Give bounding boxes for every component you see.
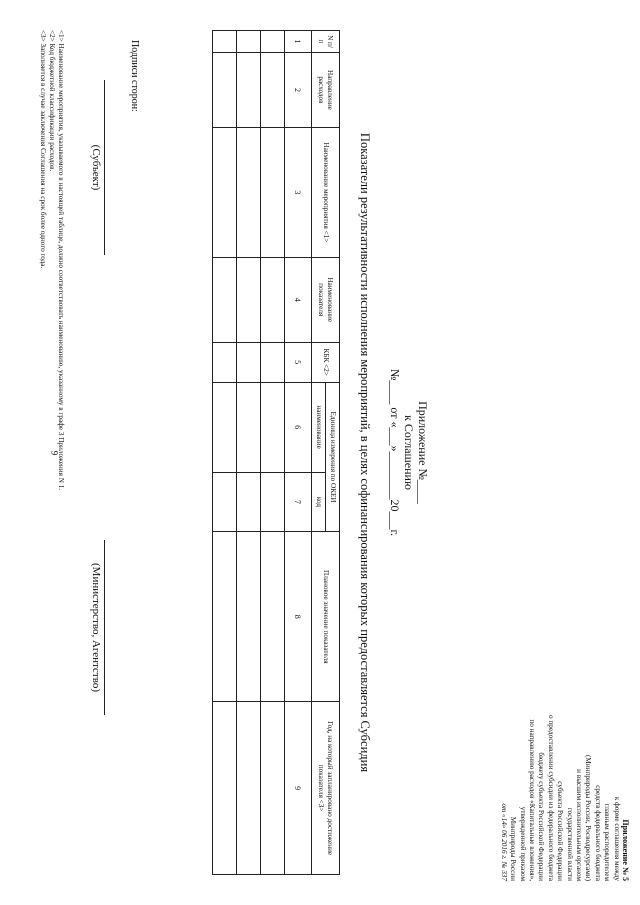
footnote: <2> Код бюджетной классификации расходов.	[47, 30, 56, 172]
table-cell	[213, 472, 237, 532]
table-row	[237, 31, 261, 875]
col-header-n: N п/п	[312, 31, 340, 53]
appendix-5-line: субъекта Российской Федерации	[556, 781, 565, 881]
table-cell	[237, 532, 261, 702]
column-number: 2	[285, 52, 312, 127]
signature-line-left	[104, 80, 105, 255]
table-cell	[261, 257, 285, 342]
col-header-unit-code: код	[312, 472, 326, 532]
signature-line-right	[104, 540, 105, 715]
table-cell	[261, 382, 285, 472]
table-cell	[261, 52, 285, 127]
appendix-5-line: главным распорядителем	[603, 803, 612, 881]
table-cell	[261, 31, 285, 53]
col-header-unit: Единица измерения по ОКЕИ	[326, 382, 340, 532]
column-number: 6	[285, 382, 312, 472]
table-cell	[237, 342, 261, 382]
indicators-table	[212, 30, 340, 875]
table-cell	[213, 31, 237, 53]
table-cell	[237, 702, 261, 875]
column-number: 9	[285, 702, 312, 875]
col-header-unit-name: наименование	[312, 382, 326, 472]
appendix-5-line: Минприроды России	[509, 816, 518, 881]
col-header-event: Наименование мероприятия <1>	[312, 127, 340, 257]
table-cell	[213, 702, 237, 875]
appendix-5-line: утвержденной приказом	[518, 806, 527, 881]
table-header-row	[326, 31, 340, 875]
table-cell	[213, 342, 237, 382]
agreement-header	[388, 0, 430, 905]
col-header-year: Год, на который запланировано достижение показателя <3>	[312, 702, 340, 875]
table-cell	[261, 532, 285, 702]
appendix-5-line: средств федерального бюджета	[593, 785, 602, 881]
column-number: 8	[285, 532, 312, 702]
table-cell	[237, 52, 261, 127]
appendix-5-line: о предоставлении субсидии из федерального бюджета	[546, 714, 555, 881]
column-number: 7	[285, 472, 312, 532]
appendix-5-line: и высшим исполнительным органом	[574, 769, 583, 881]
document-title: Показатели результативности исполнения мероприятий, в целях софинансирования которых предоставляется Субсидия	[358, 132, 372, 773]
column-number: 4	[285, 257, 312, 342]
column-number: 3	[285, 127, 312, 257]
footnote: <1> Наименование мероприятия, указываемого в настоящей таблице, должно соответствовать наименованию, указанному в графе 3 Приложения N 1.	[57, 30, 65, 491]
appendix-number-line: Приложение №____	[416, 401, 430, 504]
table-cell	[213, 532, 237, 702]
table-cell	[237, 382, 261, 472]
table-cell	[237, 31, 261, 53]
signatures-label: Подписи сторон:	[129, 40, 140, 112]
agreement-number-date-line: №____ от «___»________20___г.	[388, 368, 402, 537]
appendix-5-line: бюджету субъекта Российской Федерации	[537, 752, 546, 881]
table-cell	[261, 472, 285, 532]
appendix-5-line: государственной власти	[565, 807, 574, 881]
appendix-5-line: по направлению расходов «Капитальные вложения»,	[527, 719, 536, 881]
appendix-5-heading: Приложение № 5	[621, 819, 630, 881]
column-number-row	[285, 31, 312, 875]
table-cell	[213, 382, 237, 472]
table-cell	[237, 257, 261, 342]
table-row	[213, 31, 237, 875]
table-cell	[261, 702, 285, 875]
col-header-kbk: КБК <2>	[312, 342, 340, 382]
table-row	[261, 31, 285, 875]
appendix-5-block	[498, 621, 630, 881]
table-cell	[213, 257, 237, 342]
col-header-indicator: Наименование показателя	[312, 257, 340, 342]
col-header-plan: Плановое значение показателя	[312, 532, 340, 702]
footnote: <3> Заполняется в случае заключения Соглашения на срок более одного года.	[38, 30, 47, 269]
table-cell	[213, 127, 237, 257]
table-cell	[237, 127, 261, 257]
order-date-line: от «14» 06 2016 г. № 337	[499, 803, 508, 881]
signature-caption-left: (Субъект)	[90, 144, 102, 191]
signature-caption-right: (Министерство, Агентство)	[90, 563, 102, 692]
column-number: 1	[285, 31, 312, 53]
table-cell	[213, 52, 237, 127]
table-cell	[237, 472, 261, 532]
page-number: 9	[49, 450, 60, 456]
agreement-line: к Соглашению	[402, 415, 416, 490]
footnotes	[37, 30, 65, 490]
table-cell	[261, 342, 285, 382]
column-number: 5	[285, 342, 312, 382]
appendix-5-line: (Минприроды России, Росводресурсами)	[584, 755, 593, 881]
table-cell	[261, 127, 285, 257]
col-header-direction: Направление расходов	[312, 52, 340, 127]
appendix-5-line: к форме соглашения между	[612, 796, 621, 881]
